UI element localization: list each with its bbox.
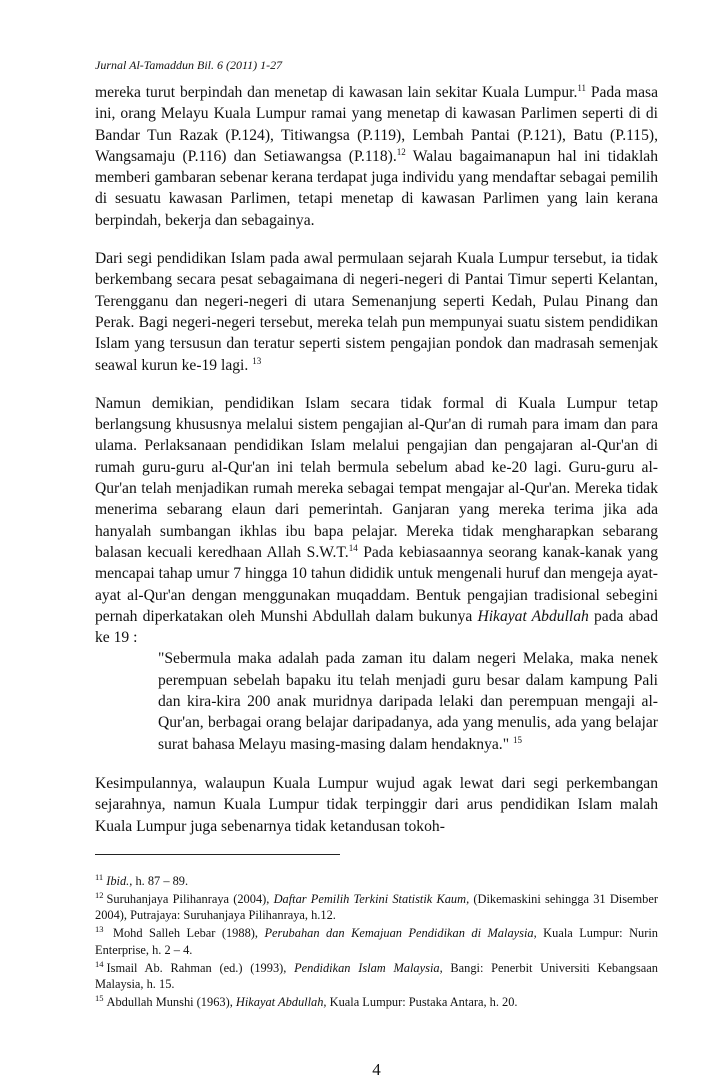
paragraph-3 [95,393,658,649]
footnote-number: 12 [95,889,104,900]
footnote-number: 15 [95,993,104,1004]
paragraph-1-text-b: Pada masa ini, orang Melayu Kuala Lumpur ramai yang menetap di kawasan Parlimen seperti di di Bandar Tun Razak (P.124), Titiwangsa (P.119), Lembah Pantai (P.121), Batu (P.115), Wangsamaju (P.116) dan Setiawangsa (P.118). [95,84,658,165]
footnote-text-post: Bangi: Penerbit Universiti Kebangsaan Malaysia, h. 15. [95,960,658,992]
book-title-italic: Hikayat Abdullah [477,607,589,625]
footnote-text-pre: Suruhanjaya Pilihanraya (2004), [106,892,274,906]
footnote-text-post: Kuala Lumpur: Nurin Enterprise, h. 2 – 4. [95,926,658,957]
footnote-text-pre: Mohd Salleh Lebar (1988), [106,926,265,941]
paragraph-3-text-a: Namun demikian, pendidikan Islam secara tidak formal di Kuala Lumpur tetap berlangsung khususnya melalui sistem pengajian al-Qur'an di rumah para imam dan para ulama. Perlaksanaan pendidikan Islam melalui pengajian dan pengajaran al-Qur'an di rumah guru-guru al-Qur'an ini telah bermula sebelum abad ke-20 lagi. Guru-guru al-Qur'an telah menjadikan rumah mereka sebagai tempat mengajar al-Qur'an. Mereka tidak menerima sebarang elaun dari pemerintah. Ganjaran yang mereka terima jika ada hanyalah sumbangan ikhlas ibu bapa pelajar. Mereka tidak mengharapkan sebarang balasan kecuali keredhaan Allah S.W.T. [95,394,658,561]
footnote-12 [95,891,658,923]
running-head: Jurnal Al-Tamaddun Bil. 6 (2011) 1-27 [95,58,283,72]
page-content [95,58,659,1079]
footnote-text-italic: Daftar Pemilih Terkini Statistik Kaum, [273,892,470,906]
footnote-text-post: h. 87 – 89. [132,873,189,888]
paragraph-2 [95,248,658,376]
footnote-separator [95,854,340,855]
footnotes [95,873,658,1011]
footnote-number: 13 [95,924,104,935]
footnote-number: 14 [95,958,104,969]
block-quote [158,648,658,754]
paragraph-1 [95,82,658,231]
footnote-text-pre: Abdullah Munshi (1963), [106,995,236,1010]
footnote-text-italic: Ibid., [106,873,133,888]
paragraph-4 [95,773,658,837]
footnote-13 [95,925,658,957]
paragraph-1-text-a: mereka turut berpindah dan menetap di kawasan lain sekitar Kuala Lumpur. [95,84,578,101]
footnote-text-pre: Ismail Ab. Rahman (ed.) (1993), [106,960,295,975]
footnote-number: 11 [95,871,104,882]
footnote-ref-15[interactable]: 15 [512,734,522,745]
footnote-11 [95,873,658,889]
footnote-ref-13[interactable]: 13 [252,355,262,366]
footnote-text-post: (Dikemaskini sehingga 31 Disember 2004), Putrajaya: Suruhanjaya Pilihanraya, h.12. [95,892,658,923]
page-number: 4 [372,1060,381,1079]
footnote-ref-14[interactable]: 14 [348,542,358,553]
footnote-text-italic: Hikayat Abdullah, [235,995,327,1010]
footnote-15 [95,994,658,1010]
paragraph-2-text: Dari segi pendidikan Islam pada awal permulaan sejarah Kuala Lumpur tersebut, ia tidak berkembang secara pesat sebagaimana di negeri-negeri di Pantai Timur seperti Kelantan, Terengganu dan negeri-negeri di utara Semenanjung seperti Kedah, Pulau Pinang dan Perak. Bagi negeri-negeri tersebut, mereka telah pun mempunyai suatu sistem pendidikan Islam yang tersusun dan teratur seperti sistem pengajian pondok dan madrasah semenjak seawal kurun ke-19 lagi. [95,250,658,374]
block-quote-text: "Sebermula maka adalah pada zaman itu dalam negeri Melaka, maka nenek perempuan sebelah bapaku itu telah menjadi guru besar dalam kampung Pali dan kira-kira 200 anak muridnya daripada lelaki dan perempuan mengaji al-Qur'an, berbagai orang belajar daripadanya, ada yang menulis, ada yang belajar surat bahasa Melayu masing-masing dalam hendaknya." [158,650,658,753]
paragraph-1-text-c: Walau bagaimanapun hal ini tidaklah memberi gambaran sebenar kerana terdapat juga individu yang mendaftar sebagai pemilih di sesuatu kawasan Parlimen, tetapi menetap di kawasan Parlimen yang lain kerana berpindah, bekerja dan sebagainya. [95,147,658,229]
footnote-text-italic: Perubahan dan Kemajuan Pendidikan di Malaysia, [264,926,537,941]
footnote-ref-12[interactable]: 12 [396,146,406,157]
paragraph-3-text-c: pada abad ke 19 : [95,607,659,647]
paragraph-4-text: Kesimpulannya, walaupun Kuala Lumpur wujud agak lewat dari segi perkembangan sejarahnya, namun Kuala Lumpur tidak terpinggir dari arus pendidikan Islam malah Kuala Lumpur juga sebenarnya tidak ketandusan tokoh- [95,774,658,835]
footnote-text-italic: Pendidikan Islam Malaysia, [294,960,443,975]
footnote-text-post: Kuala Lumpur: Pustaka Antara, h. 20. [326,995,518,1010]
footnote-14 [95,960,658,992]
footnote-ref-11[interactable]: 11 [577,82,587,93]
paragraph-3-text-b: Pada kebiasaannya seorang kanak-kanak yang mencapai tahap umur 7 hingga 10 tahun dididik untuk mengenali huruf dan mengeja ayat-ayat al-Qur'an dengan menggunakan muqaddam. Bentuk pengajian tradisional sebegini pernah diperkatakan oleh Munshi Abdullah dalam bukunya [95,543,658,625]
